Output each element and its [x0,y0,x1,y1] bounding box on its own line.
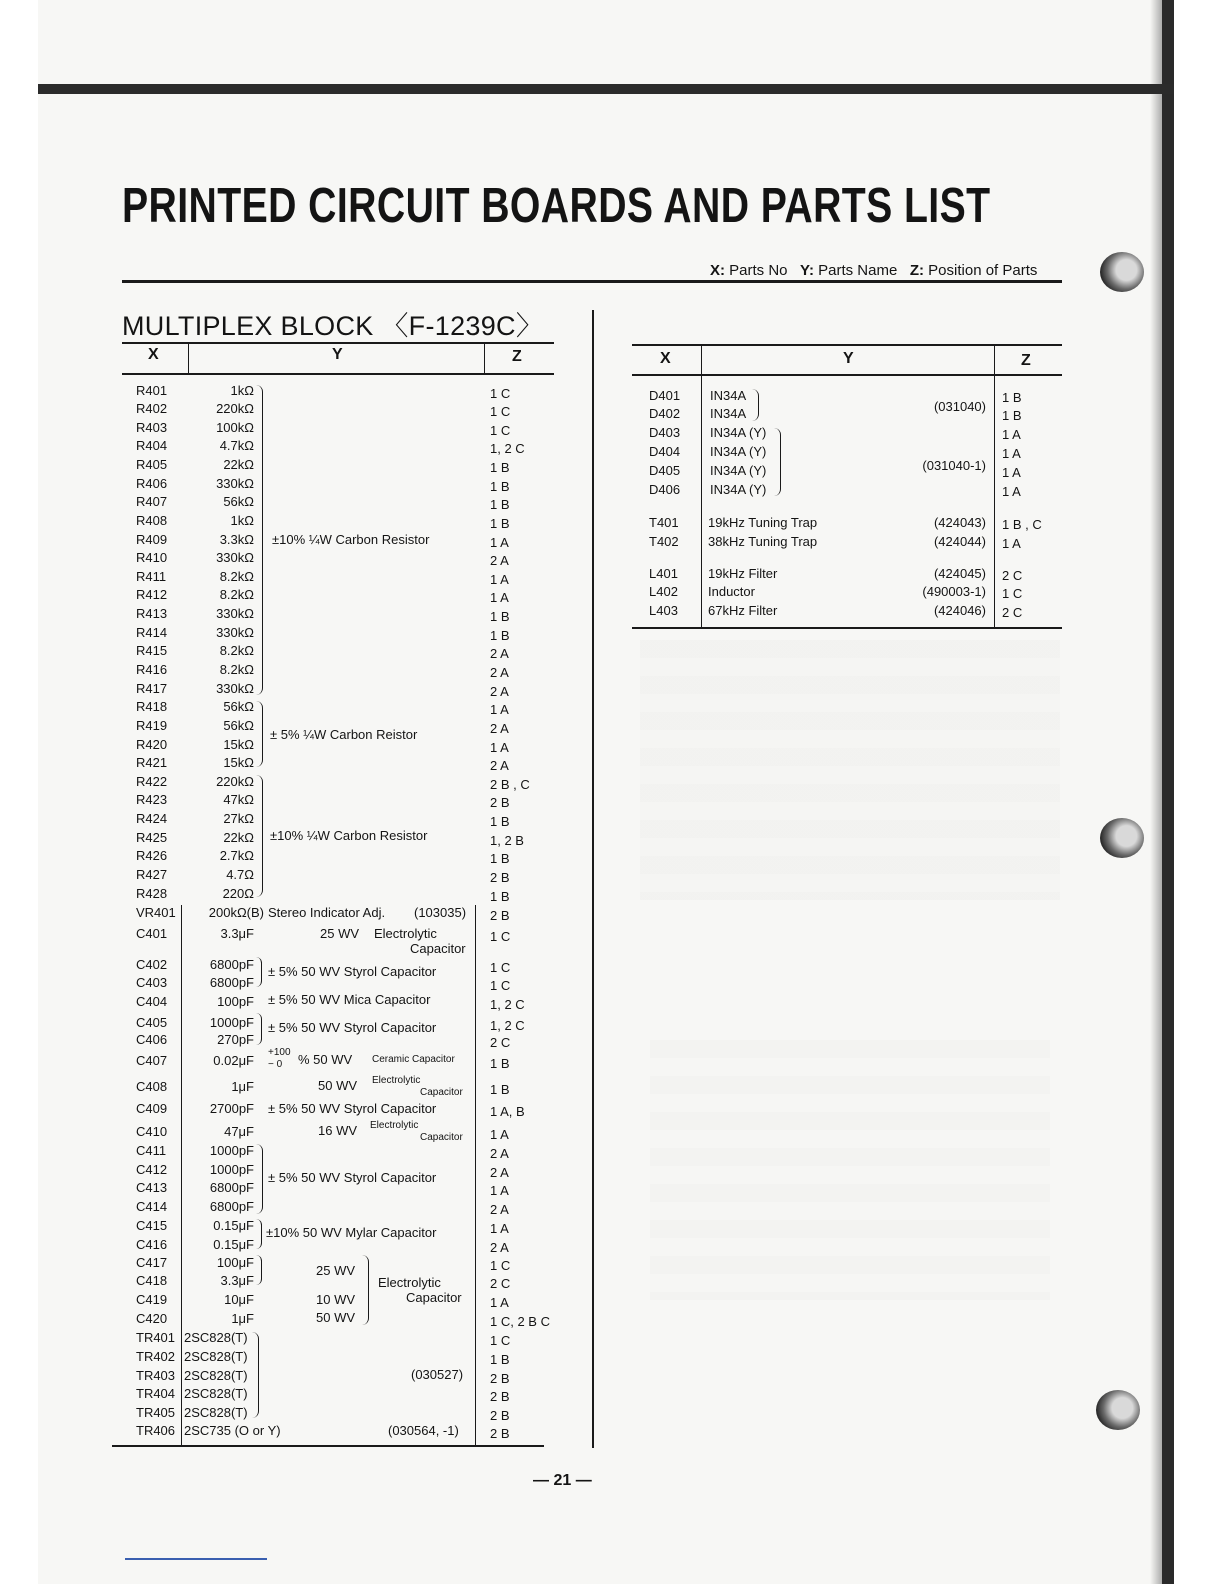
part-value: 1kΩ [230,513,254,528]
tr406-code: (030564, -1) [388,1423,459,1438]
part-position: 1 A, B [490,1104,525,1119]
c408-wv: 50 WV [318,1078,358,1093]
group-description: ±10% ¼W Carbon Resistor [270,828,428,843]
page-title: PRINTED CIRCUIT BOARDS AND PARTS LIST [122,179,991,233]
part-value: 330kΩ [216,550,254,565]
part-value: 6800pF [209,975,254,990]
part-value: 3.3μF [220,926,254,941]
vr401-description: Stereo Indicator Adj. [268,905,386,920]
part-name: IN34A (Y) [710,482,767,497]
part-number: D402 [649,406,681,421]
table-rule [632,344,1062,346]
part-code: (424043) [933,515,986,530]
part-value: 6800pF [209,957,254,972]
part-number: D405 [649,463,681,478]
part-value: 2700pF [209,1101,254,1116]
part-number: R405 [136,457,168,472]
part-value: 0.02μF [213,1053,254,1068]
table-col-line [188,342,189,374]
part-number: D406 [649,482,681,497]
part-position: 1 B , C [1002,517,1042,532]
header-z: Z [1021,352,1031,369]
part-position: 1 B [490,479,510,494]
part-position: 1 A [1002,465,1021,480]
part-number: R424 [136,811,168,826]
part-number: VR401 [136,905,176,920]
part-position: 1 A [1002,484,1021,499]
part-name: IN34A [710,406,747,421]
c417-wv: 25 WV [316,1263,356,1278]
part-number: R408 [136,513,168,528]
part-value: 3.3kΩ [219,532,254,547]
group-bracket [362,1255,369,1325]
part-position: 1, 2 C [490,1018,525,1033]
part-number: R427 [136,867,168,882]
part-position: 1 C, 2 B C [490,1314,550,1329]
part-number: R415 [136,643,168,658]
part-position: 2 B [490,795,510,810]
part-value: 6800pF [209,1180,254,1195]
part-position: 1 B [490,609,510,624]
part-number: TR405 [136,1405,176,1420]
table-col-line [484,342,485,374]
part-position: 1 B [490,814,510,829]
part-number: R401 [136,383,168,398]
part-number: C415 [136,1218,168,1233]
part-position: 2 A [490,1240,509,1255]
part-value: 56kΩ [223,494,254,509]
part-value: 8.2kΩ [219,643,254,658]
part-value: 27kΩ [223,811,254,826]
part-code: (424045) [933,566,986,581]
part-code: (424046) [933,603,986,618]
part-value: 8.2kΩ [219,662,254,677]
c404-description: ± 5% 50 WV Mica Capacitor [268,992,431,1007]
c407-description: % 50 WV [298,1052,353,1067]
part-position: 1 A [1002,536,1021,551]
part-value: 200kΩ(B) [208,905,264,920]
part-code: (424044) [933,534,986,549]
part-value: 6800pF [209,1199,254,1214]
scan-mark [125,1558,267,1560]
part-position: 1 A [490,1183,509,1198]
part-value: 10μF [224,1292,254,1307]
part-value: 100pF [217,994,254,1009]
part-number: R426 [136,848,168,863]
part-value: 2SC828(T) [184,1330,248,1345]
part-position: 1 A [490,590,509,605]
part-position: 1, 2 C [490,997,525,1012]
group-bracket [256,385,263,695]
part-position: 2 C [490,1276,511,1291]
c419-wv: 10 WV [316,1292,356,1307]
legend-y-key: Y: [800,262,814,279]
bleed-through-area [640,640,1060,900]
part-number: R425 [136,830,168,845]
header-z: Z [512,348,522,365]
part-value: 330kΩ [216,681,254,696]
part-value: 1000pF [209,1143,254,1158]
part-position: 2 B [490,1371,510,1386]
part-name: 67kHz Filter [708,603,778,618]
c401-type: Electrolytic [374,926,437,941]
part-number: C419 [136,1292,168,1307]
group-description: ±10% 50 WV Mylar Capacitor [266,1225,437,1240]
c410-type-2: Capacitor [420,1132,463,1143]
part-number: C403 [136,975,168,990]
header-y: Y [332,346,343,363]
punch-hole [1100,818,1144,858]
part-value: 4.7Ω [226,867,254,882]
part-number: C410 [136,1124,168,1139]
group-bracket [256,957,262,987]
part-value: 1μF [231,1311,254,1326]
part-name: IN34A [710,388,747,403]
c407-tol-top: +100 [268,1047,291,1058]
part-value: 8.2kΩ [219,587,254,602]
c409-description: ± 5% 50 WV Styrol Capacitor [268,1101,437,1116]
header-x: X [660,350,671,367]
part-number: C406 [136,1032,168,1047]
group-bracket [256,1013,262,1045]
table-rule [122,373,554,375]
part-position: 2 B [490,1426,510,1441]
part-number: L402 [649,584,678,599]
part-position: 2 A [490,758,509,773]
part-position: 1 A [490,535,509,550]
part-number: R409 [136,532,168,547]
group-bracket [256,775,263,897]
part-position: 2 B [490,1408,510,1423]
part-value: 330kΩ [216,625,254,640]
part-position: 1, 2 C [490,441,525,456]
group-description: ± 5% ¼W Carbon Reistor [270,727,418,742]
part-code: (031040) [933,399,986,414]
part-value: 0.15μF [213,1218,254,1233]
part-position: 1 A [1002,427,1021,442]
part-value: 220kΩ [216,401,254,416]
part-value: 56kΩ [223,699,254,714]
part-number: TR403 [136,1368,176,1383]
part-value: 330kΩ [216,476,254,491]
part-value: 47kΩ [223,792,254,807]
part-position: 2 A [490,1165,509,1180]
part-number: R419 [136,718,168,733]
part-value: 2SC828(T) [184,1386,248,1401]
column-divider [592,310,594,1448]
part-number: C409 [136,1101,168,1116]
part-position: 1 A [490,1127,509,1142]
part-position: 1 B [490,1056,510,1071]
c401-wv: 25 WV [320,926,360,941]
part-number: R414 [136,625,168,640]
part-position: 2 A [490,684,509,699]
part-position: 1 B [490,889,510,904]
part-position: 1 C [490,423,511,438]
part-number: C412 [136,1162,168,1177]
part-position: 1 B [490,1082,510,1097]
legend-z-key: Z: [909,262,924,279]
group-description: ± 5% 50 WV Styrol Capacitor [268,964,437,979]
part-value: 2SC828(T) [184,1349,248,1364]
punch-hole [1096,1390,1140,1430]
part-number: R413 [136,606,168,621]
punch-hole [1100,252,1144,292]
part-number: C413 [136,1180,168,1195]
part-number: C411 [136,1143,167,1158]
part-position: 1 C [490,978,511,993]
part-position: 1 A [490,702,509,717]
part-number: R410 [136,550,168,565]
part-number: R416 [136,662,168,677]
part-name: IN34A (Y) [710,444,767,459]
part-number: C420 [136,1311,168,1326]
part-position: 2 B [490,1389,510,1404]
c408-type: Electrolytic [372,1075,421,1086]
c407-type: Ceramic Capacitor [372,1054,455,1065]
part-value: 2SC828(T) [184,1405,248,1420]
part-position: 2 A [490,646,509,661]
group-description: ± 5% 50 WV Styrol Capacitor [268,1020,437,1035]
c420-wv: 50 WV [316,1310,356,1325]
table-rule [122,342,554,344]
part-number: TR401 [136,1330,176,1345]
scan-edge [1162,0,1174,1584]
part-position: 1 A [490,1295,509,1310]
part-position: 1 A [490,740,509,755]
part-value: 1μF [231,1079,254,1094]
part-number: C402 [136,957,168,972]
part-position: 1 B [490,851,510,866]
part-position: 1 B [490,628,510,643]
group-bracket [252,1332,259,1418]
part-number: L401 [649,566,678,581]
part-value: 1000pF [209,1162,254,1177]
part-value: 220Ω [222,886,254,901]
part-value: 220kΩ [216,774,254,789]
c408-type-2: Capacitor [420,1087,463,1098]
part-number: R412 [136,587,168,602]
part-name: IN34A (Y) [710,463,767,478]
part-code: (490003-1) [922,584,986,599]
part-position: 1 B [490,460,510,475]
part-value: 330kΩ [216,606,254,621]
part-position: 1 A [490,1221,509,1236]
part-value: 15kΩ [223,755,254,770]
part-number: R417 [136,681,168,696]
part-value: 1kΩ [230,383,254,398]
part-value: 0.15μF [213,1237,254,1252]
c410-type: Electrolytic [370,1120,419,1131]
tr-code: (030527) [411,1367,464,1382]
part-position: 2 A [490,553,509,568]
table-col-line [994,344,995,628]
part-position: 1, 2 B [490,833,524,848]
legend-x-key: X: [710,262,725,279]
part-number: TR402 [136,1349,176,1364]
part-number: C414 [136,1199,168,1214]
column-legend [710,262,1037,279]
part-value: 4.7kΩ [219,438,254,453]
legend-z-text: Position of Parts [928,262,1038,279]
part-number: C408 [136,1079,168,1094]
part-number: R407 [136,494,168,509]
part-value: 2SC735 (O or Y) [184,1423,281,1438]
c417-type: Electrolytic [378,1275,441,1290]
part-name: 19kHz Filter [708,566,778,581]
table-rule [112,1445,544,1447]
part-number: D401 [649,388,681,403]
c417-type-2: Capacitor [406,1290,462,1305]
group-bracket [256,701,263,767]
part-number: L403 [649,603,678,618]
part-number: C418 [136,1273,168,1288]
part-position: 2 C [1002,568,1023,583]
part-value: 22kΩ [223,830,254,845]
part-name: IN34A (Y) [710,425,767,440]
part-value: 56kΩ [223,718,254,733]
part-number: C404 [136,994,168,1009]
header-y: Y [843,350,854,367]
part-number: R422 [136,774,168,789]
part-number: R403 [136,420,168,435]
group-bracket [256,1219,262,1249]
part-value: 2SC828(T) [184,1368,248,1383]
part-position: 2 B , C [490,777,530,792]
part-value: 3.3μF [220,1273,254,1288]
part-number: TR406 [136,1423,176,1438]
part-value: 100kΩ [216,420,254,435]
part-number: R418 [136,699,168,714]
part-name: 19kHz Tuning Trap [708,515,818,530]
c410-wv: 16 WV [318,1123,358,1138]
part-number: R406 [136,476,168,491]
part-number: C401 [136,926,168,941]
part-number: R421 [136,755,168,770]
page-number: — 21 — [533,1472,592,1489]
part-number: R420 [136,737,168,752]
part-position: 1 B [490,497,510,512]
part-position: 2 C [1002,605,1023,620]
part-name: 38kHz Tuning Trap [708,534,818,549]
group-bracket [256,1255,262,1285]
part-position: 2 A [490,665,509,680]
part-number: T402 [649,534,679,549]
part-name: Inductor [708,584,755,599]
part-position: 1 B [1002,390,1022,405]
part-number: C416 [136,1237,168,1252]
part-position: 1 C [1002,586,1023,601]
group-description: ± 5% 50 WV Styrol Capacitor [268,1170,437,1185]
part-position: 1 A [1002,446,1021,461]
c407-tol-bottom: − 0 [268,1059,283,1070]
part-number: C407 [136,1053,168,1068]
part-position: 2 B [490,908,510,923]
part-position: 2 A [490,1146,509,1161]
part-number: D404 [649,444,681,459]
section-title: MULTIPLEX BLOCK 〈F-1239C〉 [122,311,544,341]
part-position: 1 A [490,572,509,587]
bleed-through-area [650,1040,1050,1300]
part-number: R411 [136,569,167,584]
legend-y-text: Parts Name [818,262,898,279]
part-code: (031040-1) [922,458,986,473]
part-value: 100μF [216,1255,254,1270]
group-bracket [256,1144,263,1214]
part-number: R402 [136,401,168,416]
table-col-line [475,905,476,1445]
header-x: X [148,346,159,363]
part-position: 1 B [1002,408,1022,423]
part-number: R404 [136,438,168,453]
part-number: R428 [136,886,168,901]
group-bracket [752,389,759,421]
part-number: C405 [136,1015,168,1030]
part-value: 8.2kΩ [219,569,254,584]
table-rule [632,627,1062,629]
part-position: 1 C [490,404,511,419]
table-col-line [701,344,702,628]
part-value: 15kΩ [223,737,254,752]
header-rule [122,280,1062,283]
top-binding-edge [38,84,1174,94]
part-position: 1 B [490,1352,510,1367]
part-position: 1 C [490,1333,511,1348]
part-number: C417 [136,1255,168,1270]
part-value: 47μF [224,1124,254,1139]
part-position: 1 B [490,516,510,531]
part-value: 1000pF [209,1015,254,1030]
part-value: 2.7kΩ [219,848,254,863]
part-value: 270pF [217,1032,254,1047]
part-position: 2 A [490,1202,509,1217]
part-number: T401 [649,515,679,530]
part-number: D403 [649,425,681,440]
part-position: 1 C [490,960,511,975]
group-description: ±10% ¼W Carbon Resistor [272,532,430,547]
part-position: 1 C [490,929,511,944]
legend-x-text: Parts No [729,262,788,279]
part-number: TR404 [136,1386,176,1401]
part-position: 1 C [490,1258,511,1273]
part-position: 2 C [490,1035,511,1050]
part-position: 2 B [490,870,510,885]
part-position: 1 C [490,386,511,401]
c401-type-2: Capacitor [410,941,466,956]
table-rule [632,374,1062,376]
vr401-code: (103035) [414,905,467,920]
part-position: 2 A [490,721,509,736]
scan-margin [0,0,38,1584]
group-bracket [774,428,781,496]
part-value: 22kΩ [223,457,254,472]
part-number: R423 [136,792,168,807]
